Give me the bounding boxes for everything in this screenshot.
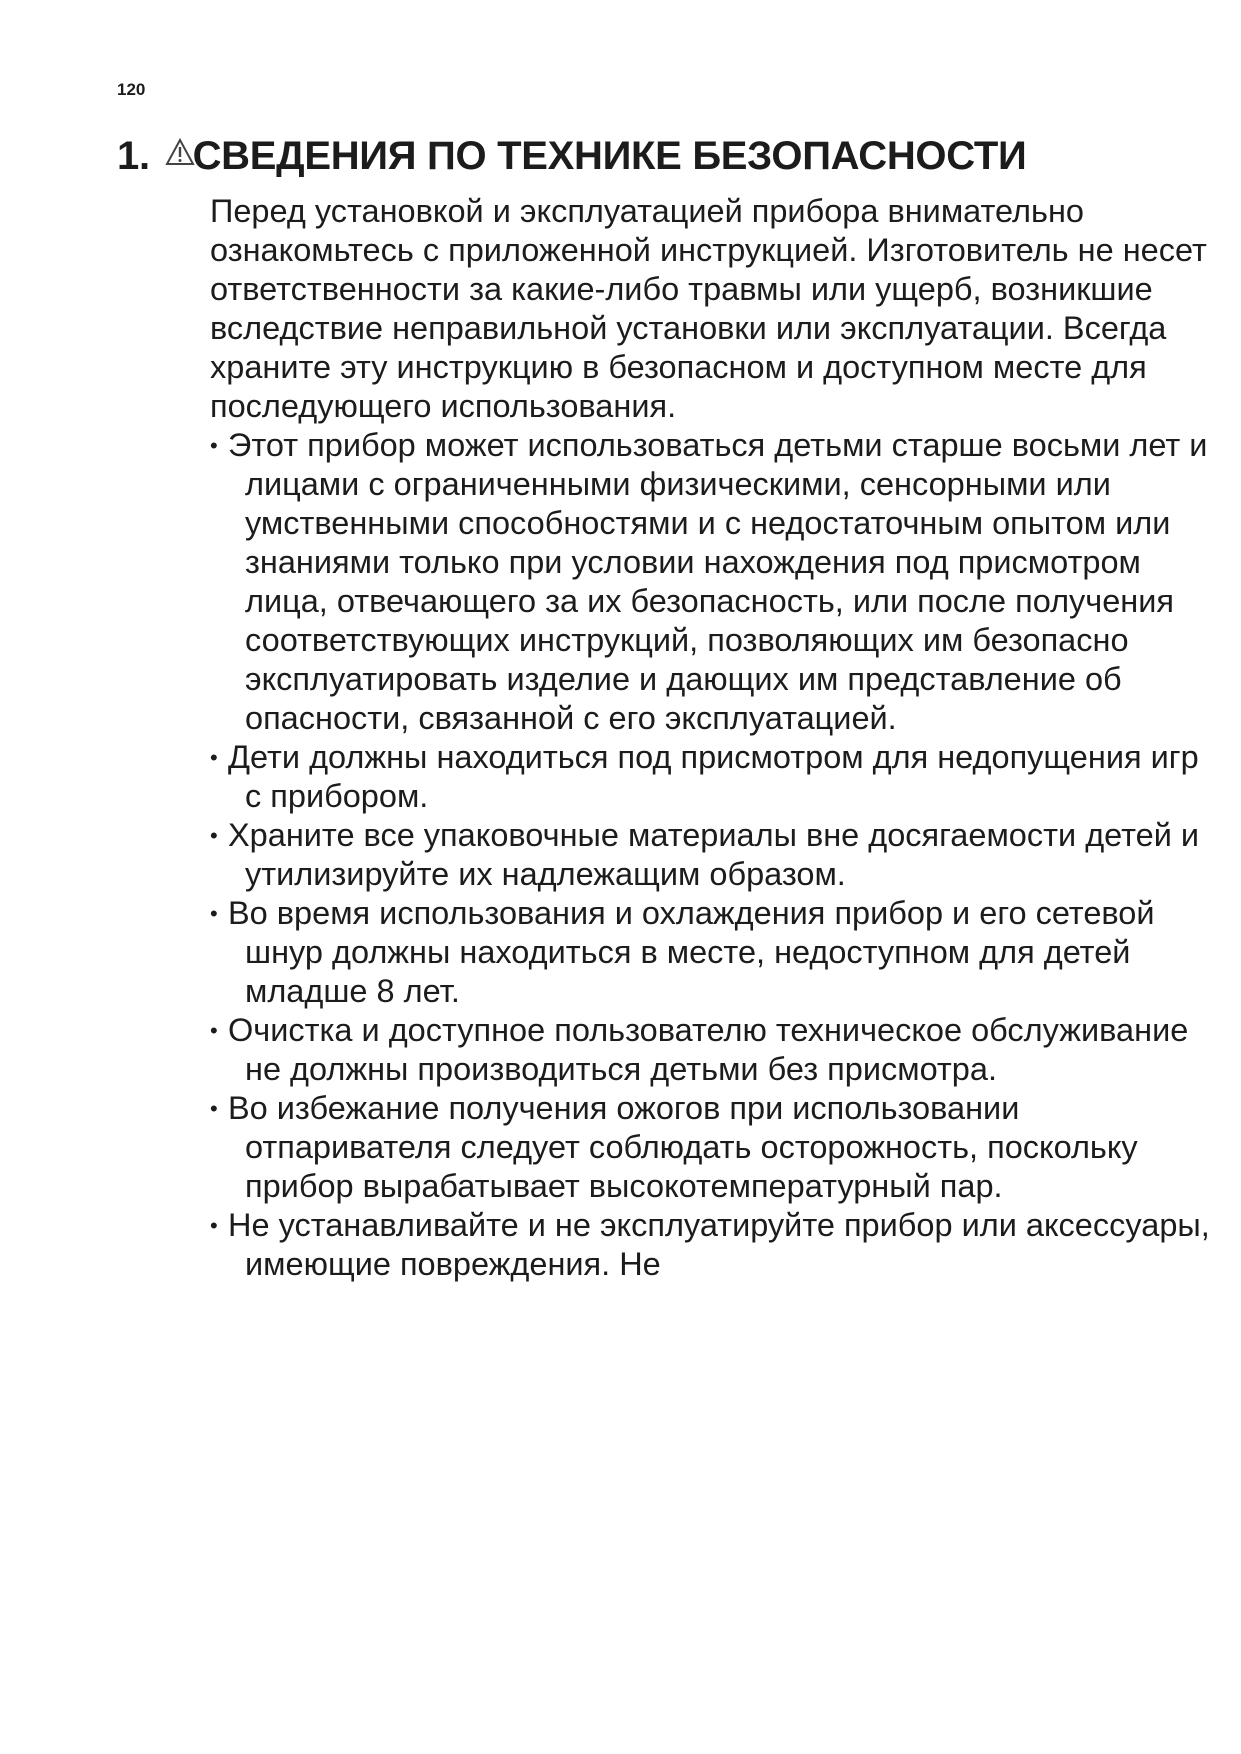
section-title: СВЕДЕНИЯ ПО ТЕХНИКЕ БЕЗОПАСНОСТИ [192, 134, 1027, 178]
list-item: • Во избежание получения ожогов при использовании отпаривателя следует соблюдать осторожность, поскольку прибор вырабатывает высокотемпературный пар. [210, 1090, 1138, 1204]
intro-paragraph: Перед установкой и эксплуатацией прибора внимательно ознакомьтесь с приложенной инструкцией. Изготовитель не несет ответственности за какие-либо травмы или ущерб, возникшие вследствие неправильной установки или эксплуатации. Всегда храните эту инструкцию в безопасном и доступном месте для последующего использования. [210, 193, 1207, 424]
list-item: • Храните все упаковочные материалы вне досягаемости детей и утилизируйте их надлежащим образом. [210, 817, 1200, 892]
section-number: 1. [117, 134, 150, 178]
bullet-icon: • [210, 745, 218, 770]
list-item: • Не устанавливайте и не эксплуатируйте прибор или аксессуары, имеющие повреждения. Не [210, 1207, 1210, 1282]
bullet-icon: • [210, 901, 218, 926]
bullet-icon: • [210, 1018, 218, 1043]
safety-bullet-list [210, 426, 1210, 1284]
bullet-icon: • [210, 433, 218, 458]
section-heading [117, 130, 1026, 179]
bullet-icon: • [210, 1213, 218, 1238]
bullet-icon: • [210, 823, 218, 848]
list-item: • Этот прибор может использоваться детьми старше восьми лет и лицами с ограниченными физическими, сенсорными или умственными способностями и с недостаточным опытом или знаниями только при условии нахождения под присмотром лица, отвечающего за их безопасность, или после получения соответствующих инструкций, позволяющих им безопасно эксплуатировать изделие и дающих им представление об опасности, связанной с его эксплуатацией. [210, 427, 1208, 736]
section-body [210, 192, 1210, 1284]
list-item: • Дети должны находиться под присмотром для недопущения игр с прибором. [210, 739, 1199, 814]
list-item: • Очистка и доступное пользователю техническое обслуживание не должны производиться детьми без присмотра. [210, 1012, 1189, 1087]
bullet-icon: • [210, 1096, 218, 1121]
page-number: 120 [117, 80, 146, 99]
warning-triangle-icon [165, 130, 195, 158]
list-item: • Во время использования и охлаждения прибор и его сетевой шнур должны находиться в месте, недоступном для детей младше 8 лет. [210, 895, 1155, 1009]
